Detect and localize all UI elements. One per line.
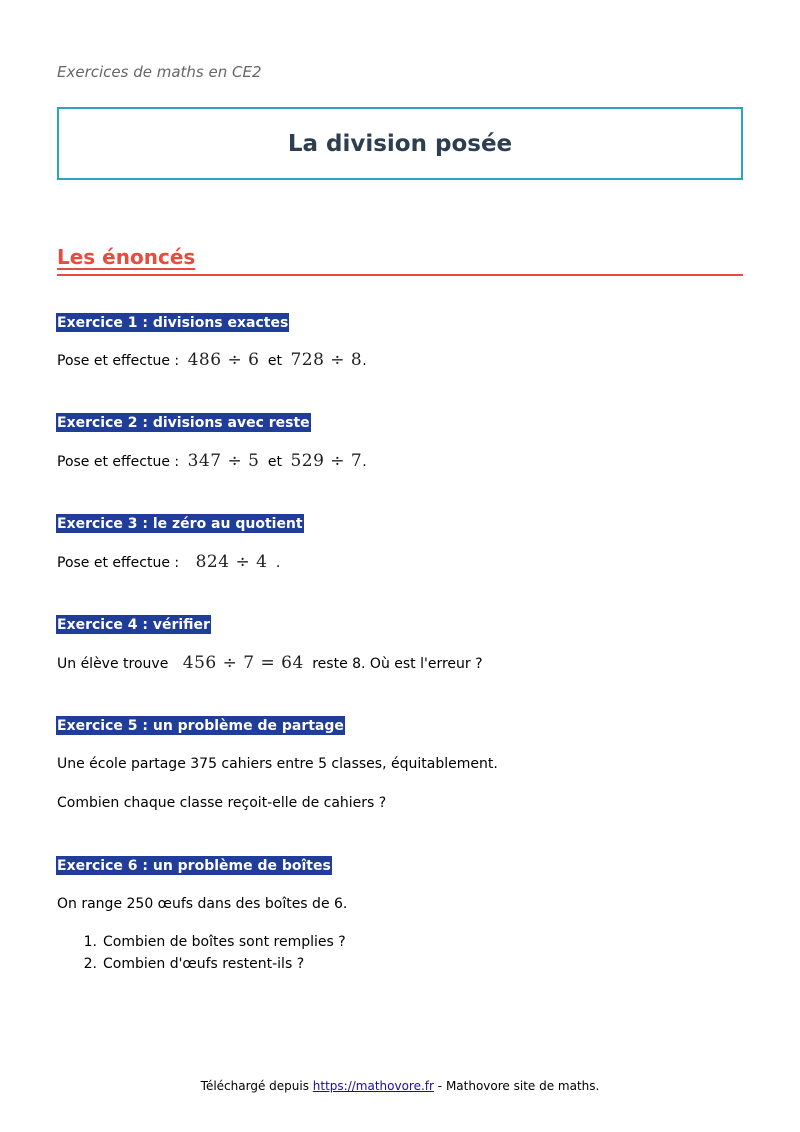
exercise-4-math-1: 456 ÷ 7 = 64 bbox=[182, 653, 304, 673]
exercise-2-prefix: Pose et effectue : bbox=[57, 454, 180, 470]
exercise-4-prefix: Un élève trouve bbox=[57, 656, 169, 672]
exercise-3-statement bbox=[57, 552, 280, 573]
list-item-text: Combien d'œufs restent-ils ? bbox=[103, 956, 305, 972]
exercise-6-line-1: On range 250 œufs dans des boîtes de 6. bbox=[57, 896, 348, 912]
exercise-5-line-1: Une école partage 375 cahiers entre 5 classes, équitablement. bbox=[57, 756, 498, 772]
section-title: Les énoncés bbox=[57, 245, 196, 269]
footer-link[interactable]: https://mathovore.fr bbox=[312, 1079, 434, 1093]
footer bbox=[0, 1079, 800, 1093]
exercise-1-joiner: et bbox=[267, 353, 282, 369]
exercise-3-prefix: Pose et effectue : bbox=[57, 555, 180, 571]
footer-suffix: - Mathovore site de maths. bbox=[437, 1079, 600, 1093]
list-item bbox=[77, 953, 346, 975]
list-item-number: 2. bbox=[83, 956, 97, 972]
exercise-1-prefix: Pose et effectue : bbox=[57, 353, 180, 369]
exercise-6-list bbox=[77, 931, 346, 975]
exercise-4-heading: Exercice 4 : vérifier bbox=[57, 617, 210, 633]
exercise-6-heading: Exercice 6 : un problème de boîtes bbox=[57, 858, 331, 874]
header-subtitle: Exercices de maths en CE2 bbox=[57, 63, 262, 81]
exercise-2-statement bbox=[57, 451, 367, 472]
exercise-4-statement bbox=[57, 653, 483, 674]
exercise-3-suffix: . bbox=[275, 555, 281, 571]
exercise-1-suffix: . bbox=[362, 353, 367, 369]
exercise-1-heading: Exercice 1 : divisions exactes bbox=[57, 315, 289, 331]
exercise-2-math-1: 347 ÷ 5 bbox=[187, 451, 260, 471]
exercise-1-statement bbox=[57, 350, 367, 371]
exercise-2-suffix: . bbox=[362, 454, 367, 470]
footer-prefix: Téléchargé depuis bbox=[200, 1079, 309, 1093]
exercise-3-math-1: 824 ÷ 4 bbox=[195, 552, 268, 572]
exercise-5-heading: Exercice 5 : un problème de partage bbox=[57, 718, 344, 734]
exercise-5-line-2: Combien chaque classe reçoit-elle de cahiers ? bbox=[57, 795, 387, 811]
page-title: La division posée bbox=[287, 130, 513, 157]
exercise-1-math-1: 486 ÷ 6 bbox=[187, 350, 260, 370]
list-item-text: Combien de boîtes sont remplies ? bbox=[103, 934, 346, 950]
exercise-2-joiner: et bbox=[267, 454, 282, 470]
page bbox=[57, 0, 743, 1132]
exercise-4-suffix: reste 8. Où est l'erreur ? bbox=[312, 656, 483, 672]
section-divider bbox=[57, 274, 743, 276]
exercise-1-math-2: 728 ÷ 8 bbox=[290, 350, 363, 370]
exercise-2-math-2: 529 ÷ 7 bbox=[290, 451, 363, 471]
list-item bbox=[77, 931, 346, 953]
list-item-number: 1. bbox=[83, 934, 97, 950]
exercise-2-heading: Exercice 2 : divisions avec reste bbox=[57, 415, 310, 431]
exercise-3-heading: Exercice 3 : le zéro au quotient bbox=[57, 516, 303, 532]
title-box bbox=[57, 107, 743, 180]
